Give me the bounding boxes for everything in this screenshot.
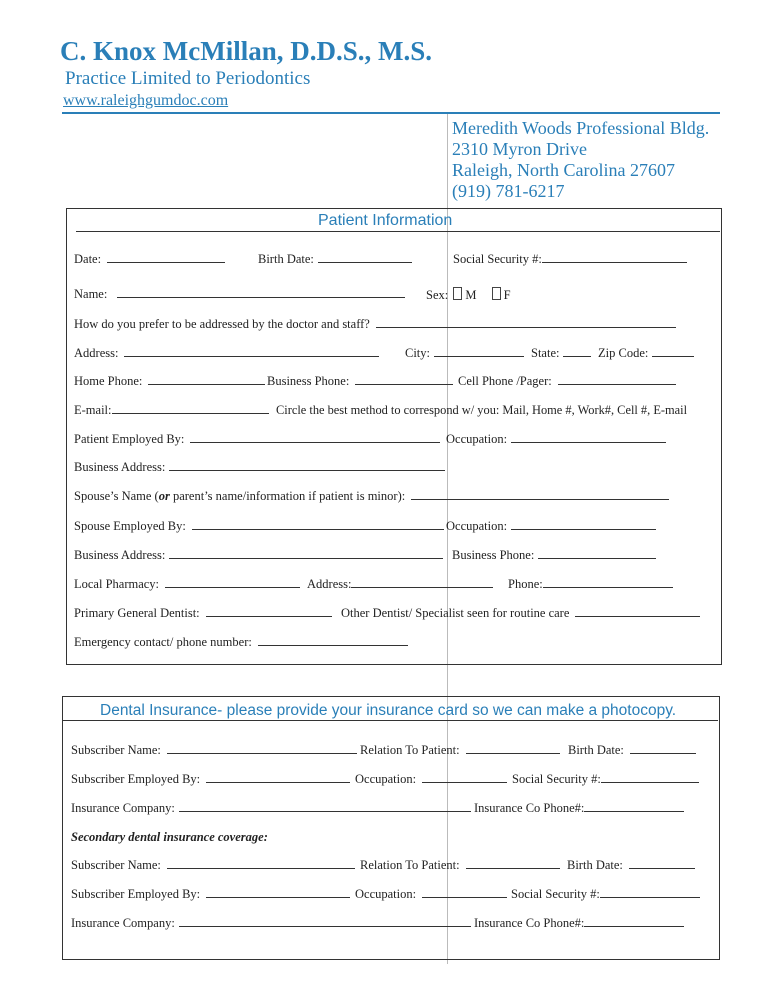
business-phone-label: Business Phone: (267, 374, 350, 388)
insurance-company-phone2-label: Insurance Co Phone#: (474, 916, 585, 930)
address-pref-field[interactable] (74, 317, 676, 332)
address-label: Address: (74, 346, 119, 360)
primary-dentist-field[interactable] (74, 606, 332, 621)
insurance-company2-label: Insurance Company: (71, 916, 175, 930)
website-link[interactable]: www.raleighgumdoc.com (63, 92, 229, 109)
pharmacy-field[interactable] (74, 577, 300, 592)
subscriber-name-field[interactable] (71, 743, 357, 758)
insurance-company-field[interactable] (71, 801, 471, 816)
home-phone-field[interactable] (74, 374, 265, 389)
header-rule (62, 112, 720, 114)
business-address-field[interactable] (74, 460, 445, 475)
birth-date-field[interactable] (258, 252, 412, 267)
state-label: State: (531, 346, 560, 360)
relation2-label: Relation To Patient: (360, 858, 460, 872)
relation-label: Relation To Patient: (360, 743, 460, 757)
insurance-ssn2-field[interactable] (511, 887, 700, 902)
insurance-ssn2-label: Social Security #: (511, 887, 600, 901)
name-field[interactable] (74, 287, 405, 302)
insurance-title: Dental Insurance- please provide your insurance card so we can make a photocopy. (100, 702, 677, 719)
office-address (452, 118, 709, 202)
spouse-name-label: Spouse’s Name (or parent’s name/information if patient is minor): (74, 489, 406, 503)
insurance-company-phone-field[interactable] (474, 801, 684, 816)
city-field[interactable] (405, 346, 524, 361)
spouse-business-address-label: Business Address: (74, 548, 166, 562)
insurance-birth-date2-label: Birth Date: (567, 858, 623, 872)
insurance-birth-date-label: Birth Date: (568, 743, 624, 757)
pharmacy-phone-label: Phone: (508, 577, 543, 591)
insurance-birth-date2-field[interactable] (567, 858, 695, 873)
name-label: Name: (74, 287, 108, 301)
primary-dentist-label: Primary General Dentist: (74, 606, 200, 620)
relation2-field[interactable] (360, 858, 560, 873)
insurance-company-label: Insurance Company: (71, 801, 175, 815)
subscriber-employed-field[interactable] (71, 772, 350, 787)
cell-phone-field[interactable] (458, 374, 676, 389)
cell-phone-label: Cell Phone /Pager: (458, 374, 552, 388)
spouse-occupation-label: Occupation: (446, 519, 508, 533)
insurance-title-rule (62, 720, 718, 721)
email-label: E-mail: (74, 403, 112, 417)
spouse-business-address-field[interactable] (74, 548, 443, 563)
patient-info-title-rule (76, 231, 720, 232)
insurance-occupation2-label: Occupation: (355, 887, 417, 901)
insurance-occupation2-field[interactable] (355, 887, 507, 902)
pharmacy-address-label: Address: (307, 577, 352, 591)
emergency-contact-label: Emergency contact/ phone number: (74, 635, 252, 649)
pharmacy-label: Local Pharmacy: (74, 577, 160, 591)
subscriber-employed2-field[interactable] (71, 887, 350, 902)
spouse-name-field[interactable] (74, 489, 669, 504)
other-dentist-label: Other Dentist/ Specialist seen for routine care (341, 606, 570, 620)
home-phone-label: Home Phone: (74, 374, 143, 388)
address-line-1: Meredith Woods Professional Bldg. (452, 118, 710, 138)
patient-info-title: Patient Information (318, 212, 453, 229)
insurance-company-phone2-field[interactable] (474, 916, 684, 931)
spouse-business-phone-label: Business Phone: (452, 548, 535, 562)
occupation-label: Occupation: (446, 432, 508, 446)
insurance-birth-date-field[interactable] (568, 743, 696, 758)
practice-description: Practice Limited to Periodontics (65, 68, 311, 89)
address-pref-label: How do you prefer to be addressed by the doctor and staff? (74, 317, 370, 331)
ssn-label: Social Security #: (453, 252, 542, 266)
address-line-4: (919) 781-6217 (452, 181, 565, 201)
insurance-occupation-field[interactable] (355, 772, 507, 787)
city-label: City: (405, 346, 431, 360)
pharmacy-address-field[interactable] (307, 577, 493, 592)
secondary-coverage-heading: Secondary dental insurance coverage: (71, 830, 268, 844)
relation-field[interactable] (360, 743, 560, 758)
doctor-name: C. Knox McMillan, D.D.S., M.S. (60, 36, 433, 66)
state-field[interactable] (531, 346, 591, 361)
occupation-field[interactable] (446, 432, 666, 447)
email-field[interactable] (74, 403, 269, 418)
other-dentist-field[interactable] (341, 606, 700, 621)
zip-field[interactable] (598, 346, 694, 361)
employed-by-label: Patient Employed By: (74, 432, 185, 446)
pharmacy-phone-field[interactable] (508, 577, 673, 592)
insurance-company-phone-label: Insurance Co Phone#: (474, 801, 585, 815)
address-field[interactable] (74, 346, 379, 361)
zip-label: Zip Code: (598, 346, 649, 360)
sex-f-checkbox[interactable] (492, 287, 501, 300)
address-line-2: 2310 Myron Drive (452, 139, 587, 159)
business-address-label: Business Address: (74, 460, 166, 474)
correspond-method-text: Circle the best method to correspond w/ you: Mail, Home #, Work#, Cell #, E-mail (276, 403, 688, 417)
sex-f-label: F (503, 288, 511, 302)
spouse-employed-label: Spouse Employed By: (74, 519, 186, 533)
emergency-contact-field[interactable] (74, 635, 408, 650)
ssn-field[interactable] (453, 252, 687, 267)
spouse-business-phone-field[interactable] (452, 548, 656, 563)
sex-field (426, 287, 511, 303)
date-label: Date: (74, 252, 102, 266)
date-field[interactable] (74, 252, 225, 267)
insurance-ssn-field[interactable] (512, 772, 699, 787)
sex-m-checkbox[interactable] (453, 287, 462, 300)
subscriber-employed2-label: Subscriber Employed By: (71, 887, 201, 901)
insurance-company2-field[interactable] (71, 916, 471, 931)
insurance-ssn-label: Social Security #: (512, 772, 601, 786)
spouse-employed-field[interactable] (74, 519, 444, 534)
subscriber-employed-label: Subscriber Employed By: (71, 772, 201, 786)
sex-m-label: M (465, 288, 477, 302)
address-line-3: Raleigh, North Carolina 27607 (452, 160, 675, 180)
insurance-occupation-label: Occupation: (355, 772, 417, 786)
employed-by-field[interactable] (74, 432, 440, 447)
subscriber-name-label: Subscriber Name: (71, 743, 161, 757)
birth-date-label: Birth Date: (258, 252, 314, 266)
sex-label: Sex: (426, 288, 449, 302)
spouse-occupation-field[interactable] (446, 519, 656, 534)
subscriber-name2-field[interactable] (71, 858, 355, 873)
subscriber-name2-label: Subscriber Name: (71, 858, 161, 872)
business-phone-field[interactable] (267, 374, 453, 389)
